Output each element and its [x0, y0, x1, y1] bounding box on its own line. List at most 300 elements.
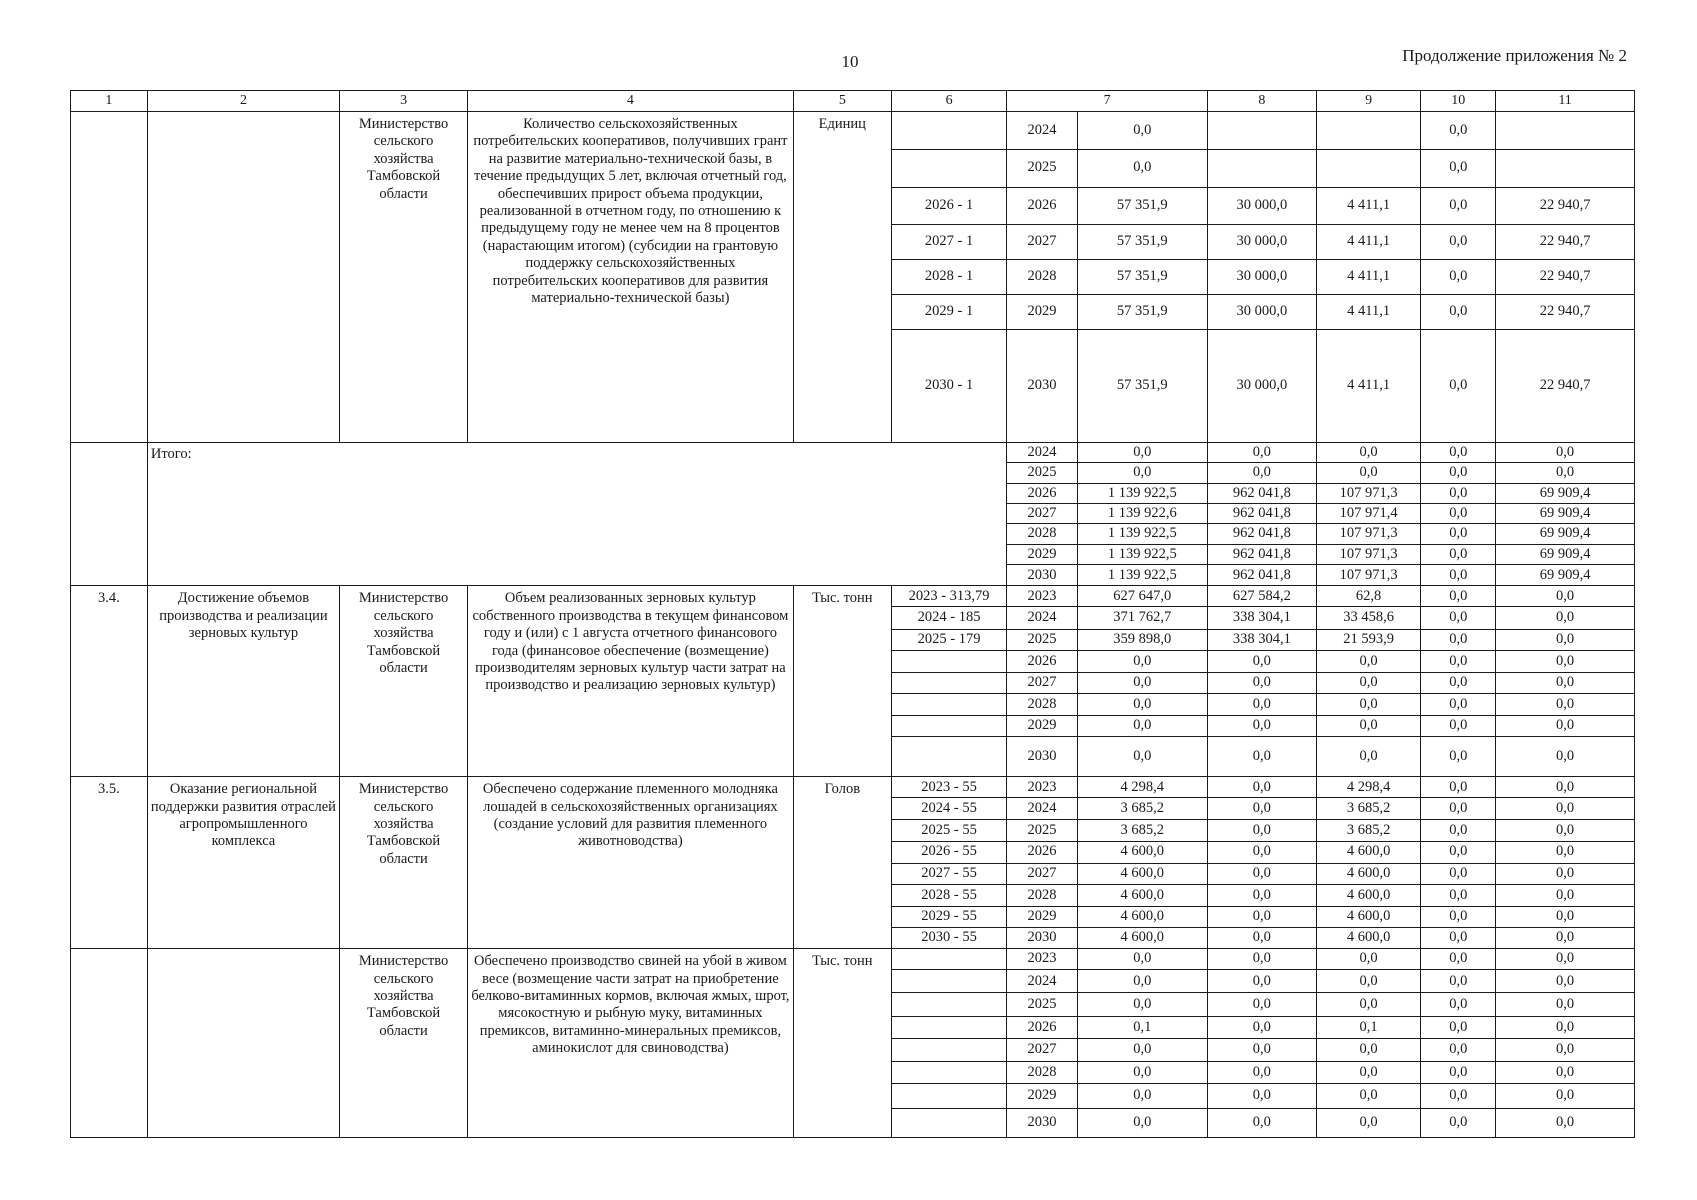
year-cell: 2026 [1007, 483, 1077, 503]
funding-c8: 30 000,0 [1207, 295, 1316, 329]
funding-c9: 4 600,0 [1316, 928, 1421, 949]
funding-c11: 0,0 [1496, 884, 1635, 906]
funding-c8: 627 584,2 [1207, 586, 1316, 607]
funding-c8: 30 000,0 [1207, 329, 1316, 442]
indicator-value [891, 716, 1006, 737]
funding-c11: 69 909,4 [1496, 544, 1635, 564]
year-cell: 2028 [1007, 1062, 1077, 1084]
funding-c8: 0,0 [1207, 928, 1316, 949]
year-cell: 2026 [1007, 1016, 1077, 1038]
funding-c7: 359 898,0 [1077, 629, 1207, 650]
funding-c7: 0,0 [1077, 650, 1207, 672]
funding-c7: 0,0 [1077, 442, 1207, 462]
indicator-value [891, 970, 1006, 993]
column-header: 2 [147, 91, 339, 112]
funding-c11: 0,0 [1496, 607, 1635, 629]
funding-c7: 0,0 [1077, 112, 1207, 150]
table-row [71, 586, 1635, 607]
funding-c9: 107 971,4 [1316, 504, 1421, 524]
funding-c9: 0,0 [1316, 1108, 1421, 1137]
unit-of-measure: Тыс. тонн [793, 949, 891, 1138]
funding-c10: 0,0 [1421, 565, 1496, 586]
indicator-value [891, 993, 1006, 1016]
funding-c9: 0,0 [1316, 949, 1421, 970]
funding-c11: 0,0 [1496, 463, 1635, 483]
funding-c7: 0,0 [1077, 716, 1207, 737]
funding-c9: 4 600,0 [1316, 884, 1421, 906]
indicator-value: 2029 - 1 [891, 295, 1006, 329]
funding-c10: 0,0 [1421, 187, 1496, 225]
indicator-value [891, 949, 1006, 970]
item-name [147, 112, 339, 443]
funding-c9: 107 971,3 [1316, 565, 1421, 586]
funding-c7: 0,0 [1077, 693, 1207, 715]
funding-c9: 4 600,0 [1316, 841, 1421, 863]
funding-c7: 4 600,0 [1077, 863, 1207, 884]
funding-c9: 3 685,2 [1316, 798, 1421, 820]
funding-c10: 0,0 [1421, 928, 1496, 949]
funding-c10: 0,0 [1421, 1062, 1496, 1084]
funding-c10: 0,0 [1421, 329, 1496, 442]
item-name: Достижение объемов производства и реализации зерновых культур [147, 586, 339, 777]
funding-c8: 0,0 [1207, 798, 1316, 820]
year-cell: 2023 [1007, 586, 1077, 607]
funding-c8: 962 041,8 [1207, 565, 1316, 586]
year-cell: 2024 [1007, 607, 1077, 629]
funding-c11: 22 940,7 [1496, 329, 1635, 442]
funding-c10: 0,0 [1421, 544, 1496, 564]
funding-c8: 30 000,0 [1207, 187, 1316, 225]
funding-c11: 0,0 [1496, 993, 1635, 1016]
funding-c8: 962 041,8 [1207, 524, 1316, 544]
funding-c7: 0,0 [1077, 463, 1207, 483]
year-cell: 2027 [1007, 863, 1077, 884]
indicator-value [891, 1084, 1006, 1108]
funding-c7: 371 762,7 [1077, 607, 1207, 629]
funding-c10: 0,0 [1421, 483, 1496, 503]
page-number: 10 [841, 52, 859, 71]
funding-c8: 0,0 [1207, 970, 1316, 993]
funding-c9: 0,0 [1316, 993, 1421, 1016]
funding-c10: 0,0 [1421, 884, 1496, 906]
funding-c10: 0,0 [1421, 607, 1496, 629]
funding-c8: 962 041,8 [1207, 504, 1316, 524]
indicator-value [891, 1062, 1006, 1084]
column-header: 8 [1207, 91, 1316, 112]
funding-c8: 0,0 [1207, 1108, 1316, 1137]
funding-c7: 3 685,2 [1077, 820, 1207, 841]
funding-c8: 0,0 [1207, 442, 1316, 462]
funding-c11: 0,0 [1496, 798, 1635, 820]
item-number [71, 112, 148, 443]
indicator-value: 2028 - 1 [891, 259, 1006, 295]
item-number: 3.5. [71, 777, 148, 949]
indicator-description: Объем реализованных зерновых культур собственного производства в текущем финансовом году и (или) с 1 августа отчетного финансового года (финансовое обеспечение (возмещение) производителям зерновых культур части затрат на производство и реализацию зерновых культур) [468, 586, 794, 777]
indicator-description: Обеспечено содержание племенного молодняка лошадей в сельскохозяйственных организациях (создание условий для развития племенного животноводства) [468, 777, 794, 949]
year-cell: 2026 [1007, 187, 1077, 225]
funding-c11: 0,0 [1496, 693, 1635, 715]
funding-c11: 0,0 [1496, 1084, 1635, 1108]
indicator-value: 2030 - 55 [891, 928, 1006, 949]
funding-c9: 4 600,0 [1316, 863, 1421, 884]
table-row [71, 777, 1635, 798]
funding-c11: 0,0 [1496, 629, 1635, 650]
funding-c10: 0,0 [1421, 841, 1496, 863]
funding-c9: 4 600,0 [1316, 906, 1421, 927]
funding-c8: 0,0 [1207, 863, 1316, 884]
year-cell: 2030 [1007, 565, 1077, 586]
year-cell: 2026 [1007, 650, 1077, 672]
table-row [71, 112, 1635, 150]
indicator-value [891, 1016, 1006, 1038]
funding-c9: 4 298,4 [1316, 777, 1421, 798]
funding-c7: 4 600,0 [1077, 884, 1207, 906]
year-cell: 2030 [1007, 329, 1077, 442]
funding-c8: 0,0 [1207, 906, 1316, 927]
funding-c9: 0,0 [1316, 463, 1421, 483]
year-cell: 2028 [1007, 524, 1077, 544]
funding-c9: 107 971,3 [1316, 544, 1421, 564]
year-cell: 2025 [1007, 149, 1077, 187]
funding-c11: 0,0 [1496, 970, 1635, 993]
funding-c7: 57 351,9 [1077, 329, 1207, 442]
funding-c8: 0,0 [1207, 716, 1316, 737]
column-header: 11 [1496, 91, 1635, 112]
indicator-value: 2030 - 1 [891, 329, 1006, 442]
funding-c7: 1 139 922,5 [1077, 524, 1207, 544]
funding-c9 [1316, 149, 1421, 187]
funding-c8: 962 041,8 [1207, 544, 1316, 564]
indicator-value [891, 112, 1006, 150]
funding-c10: 0,0 [1421, 1038, 1496, 1061]
indicator-value: 2024 - 55 [891, 798, 1006, 820]
funding-c11: 0,0 [1496, 672, 1635, 693]
funding-c10: 0,0 [1421, 993, 1496, 1016]
indicator-value: 2025 - 179 [891, 629, 1006, 650]
indicator-value: 2023 - 55 [891, 777, 1006, 798]
indicator-value: 2026 - 55 [891, 841, 1006, 863]
year-cell: 2027 [1007, 1038, 1077, 1061]
funding-c8: 0,0 [1207, 993, 1316, 1016]
funding-c8: 338 304,1 [1207, 629, 1316, 650]
funding-c11: 0,0 [1496, 716, 1635, 737]
appendix-continuation-note: Продолжение приложения № 2 [1402, 46, 1627, 65]
funding-c11: 0,0 [1496, 586, 1635, 607]
funding-c7: 0,0 [1077, 149, 1207, 187]
indicator-value: 2024 - 185 [891, 607, 1006, 629]
year-cell: 2027 [1007, 504, 1077, 524]
funding-c7: 627 647,0 [1077, 586, 1207, 607]
funding-c8: 0,0 [1207, 820, 1316, 841]
funding-c11: 0,0 [1496, 841, 1635, 863]
year-cell: 2027 [1007, 225, 1077, 259]
funding-c9: 0,0 [1316, 1084, 1421, 1108]
funding-c10: 0,0 [1421, 693, 1496, 715]
funding-c10: 0,0 [1421, 629, 1496, 650]
funding-c9: 107 971,3 [1316, 483, 1421, 503]
indicator-value [891, 650, 1006, 672]
year-cell: 2025 [1007, 993, 1077, 1016]
funding-c8: 962 041,8 [1207, 483, 1316, 503]
funding-c10: 0,0 [1421, 777, 1496, 798]
funding-c9: 33 458,6 [1316, 607, 1421, 629]
funding-c8: 30 000,0 [1207, 259, 1316, 295]
item-number: 3.4. [71, 586, 148, 777]
indicator-description: Количество сельскохозяйственных потребительских кооперативов, получивших грант на развитие материально-технической базы, в течение предыдущих 5 лет, включая отчетный год, обеспечивших прирост объема продукции, реализованной в отчетном году, по отношению к предыдущему году не менее чем на 8 процентов (нарастающим итогом) (субсидии на грантовую поддержку сельскохозяйственных потребительских кооперативов для развития материально-технической базы) [468, 112, 794, 443]
funding-c8: 0,0 [1207, 1016, 1316, 1038]
year-cell: 2025 [1007, 463, 1077, 483]
funding-c8 [1207, 112, 1316, 150]
indicator-value: 2027 - 1 [891, 225, 1006, 259]
funding-c10: 0,0 [1421, 672, 1496, 693]
indicator-value: 2029 - 55 [891, 906, 1006, 927]
funding-c10: 0,0 [1421, 295, 1496, 329]
indicator-value [891, 1108, 1006, 1137]
year-cell: 2024 [1007, 798, 1077, 820]
item-name: Оказание региональной поддержки развития отраслей агропромышленного комплекса [147, 777, 339, 949]
funding-c7: 4 600,0 [1077, 906, 1207, 927]
column-header: 1 [71, 91, 148, 112]
funding-c10: 0,0 [1421, 1016, 1496, 1038]
year-cell: 2024 [1007, 970, 1077, 993]
funding-c7: 0,0 [1077, 1062, 1207, 1084]
funding-c9: 0,0 [1316, 672, 1421, 693]
year-cell: 2028 [1007, 259, 1077, 295]
funding-c7: 0,0 [1077, 672, 1207, 693]
year-cell: 2023 [1007, 777, 1077, 798]
funding-c10: 0,0 [1421, 586, 1496, 607]
indicator-value [891, 672, 1006, 693]
column-header: 4 [468, 91, 794, 112]
unit-of-measure: Тыс. тонн [793, 586, 891, 777]
indicator-description: Обеспечено производство свиней на убой в живом весе (возмещение части затрат на приобретение белково-витаминных кормов, включая жмых, шрот, мясокостную и рыбную муку, витаминных премиксов, витаминно-минеральных премиксов, аминокислот для свиноводства) [468, 949, 794, 1138]
year-cell: 2025 [1007, 820, 1077, 841]
funding-c11: 0,0 [1496, 928, 1635, 949]
funding-c8: 0,0 [1207, 672, 1316, 693]
funding-c8 [1207, 149, 1316, 187]
funding-c8: 0,0 [1207, 1062, 1316, 1084]
funding-c11: 0,0 [1496, 1062, 1635, 1084]
funding-c11: 0,0 [1496, 777, 1635, 798]
funding-c9: 0,0 [1316, 442, 1421, 462]
funding-c9: 4 411,1 [1316, 329, 1421, 442]
indicator-value: 2028 - 55 [891, 884, 1006, 906]
year-cell: 2030 [1007, 1108, 1077, 1137]
indicator-value: 2025 - 55 [891, 820, 1006, 841]
funding-c8: 30 000,0 [1207, 225, 1316, 259]
funding-c10: 0,0 [1421, 504, 1496, 524]
funding-c11: 0,0 [1496, 1108, 1635, 1137]
funding-c7: 0,0 [1077, 970, 1207, 993]
column-header: 5 [793, 91, 891, 112]
funding-c11: 0,0 [1496, 906, 1635, 927]
funding-c7: 4 298,4 [1077, 777, 1207, 798]
funding-c7: 0,0 [1077, 737, 1207, 777]
funding-c7: 57 351,9 [1077, 187, 1207, 225]
funding-c8: 0,0 [1207, 1084, 1316, 1108]
year-cell: 2025 [1007, 629, 1077, 650]
funding-c11: 0,0 [1496, 863, 1635, 884]
funding-c10: 0,0 [1421, 225, 1496, 259]
funding-c8: 0,0 [1207, 777, 1316, 798]
funding-c9: 0,0 [1316, 1038, 1421, 1061]
funding-c10: 0,0 [1421, 863, 1496, 884]
funding-c9 [1316, 112, 1421, 150]
year-cell: 2024 [1007, 112, 1077, 150]
funding-c7: 3 685,2 [1077, 798, 1207, 820]
funding-c10: 0,0 [1421, 149, 1496, 187]
funding-c11 [1496, 149, 1635, 187]
funding-c10: 0,0 [1421, 650, 1496, 672]
indicator-value [891, 1038, 1006, 1061]
funding-c11: 69 909,4 [1496, 524, 1635, 544]
funding-c9: 0,0 [1316, 737, 1421, 777]
year-cell: 2029 [1007, 716, 1077, 737]
funding-c10: 0,0 [1421, 737, 1496, 777]
funding-c7: 0,0 [1077, 1108, 1207, 1137]
funding-c10: 0,0 [1421, 112, 1496, 150]
funding-c10: 0,0 [1421, 798, 1496, 820]
indicator-value [891, 149, 1006, 187]
funding-c8: 0,0 [1207, 693, 1316, 715]
year-cell: 2028 [1007, 693, 1077, 715]
funding-c8: 0,0 [1207, 841, 1316, 863]
funding-c11: 22 940,7 [1496, 225, 1635, 259]
funding-c11: 0,0 [1496, 1038, 1635, 1061]
funding-c8: 0,0 [1207, 463, 1316, 483]
funding-c7: 0,1 [1077, 1016, 1207, 1038]
funding-c11 [1496, 112, 1635, 150]
funding-c9: 0,0 [1316, 716, 1421, 737]
funding-c7: 1 139 922,6 [1077, 504, 1207, 524]
funding-c10: 0,0 [1421, 259, 1496, 295]
item-number [71, 949, 148, 1138]
year-cell: 2029 [1007, 544, 1077, 564]
funding-c9: 62,8 [1316, 586, 1421, 607]
funding-c7: 57 351,9 [1077, 295, 1207, 329]
funding-c7: 4 600,0 [1077, 841, 1207, 863]
indicator-value: 2027 - 55 [891, 863, 1006, 884]
indicator-value [891, 737, 1006, 777]
funding-c7: 57 351,9 [1077, 259, 1207, 295]
total-index-cell [71, 442, 148, 586]
funding-c11: 0,0 [1496, 442, 1635, 462]
funding-c11: 69 909,4 [1496, 504, 1635, 524]
responsible-executor: Министерство сельского хозяйства Тамбовской области [340, 112, 468, 443]
year-cell: 2029 [1007, 906, 1077, 927]
funding-c8: 0,0 [1207, 737, 1316, 777]
column-header: 3 [340, 91, 468, 112]
funding-c11: 0,0 [1496, 650, 1635, 672]
funding-c11: 69 909,4 [1496, 565, 1635, 586]
funding-c9: 0,0 [1316, 970, 1421, 993]
funding-c7: 1 139 922,5 [1077, 483, 1207, 503]
funding-c9: 3 685,2 [1316, 820, 1421, 841]
funding-c9: 0,0 [1316, 693, 1421, 715]
funding-c7: 0,0 [1077, 1084, 1207, 1108]
funding-c8: 0,0 [1207, 1038, 1316, 1061]
funding-c8: 0,0 [1207, 650, 1316, 672]
funding-c10: 0,0 [1421, 1108, 1496, 1137]
year-cell: 2030 [1007, 928, 1077, 949]
funding-c10: 0,0 [1421, 1084, 1496, 1108]
funding-c9: 0,0 [1316, 650, 1421, 672]
year-cell: 2027 [1007, 672, 1077, 693]
funding-c10: 0,0 [1421, 949, 1496, 970]
unit-of-measure: Единиц [793, 112, 891, 443]
funding-c8: 0,0 [1207, 949, 1316, 970]
funding-c9: 107 971,3 [1316, 524, 1421, 544]
year-cell: 2029 [1007, 295, 1077, 329]
indicator-value [891, 693, 1006, 715]
column-header: 7 [1007, 91, 1208, 112]
funding-c11: 0,0 [1496, 949, 1635, 970]
responsible-executor: Министерство сельского хозяйства Тамбовской области [340, 777, 468, 949]
funding-c7: 1 139 922,5 [1077, 565, 1207, 586]
funding-c7: 0,0 [1077, 1038, 1207, 1061]
funding-c9: 4 411,1 [1316, 259, 1421, 295]
year-cell: 2030 [1007, 737, 1077, 777]
column-header: 6 [891, 91, 1006, 112]
column-header: 9 [1316, 91, 1421, 112]
funding-c11: 0,0 [1496, 1016, 1635, 1038]
unit-of-measure: Голов [793, 777, 891, 949]
funding-c10: 0,0 [1421, 820, 1496, 841]
funding-c11: 0,0 [1496, 820, 1635, 841]
funding-c9: 21 593,9 [1316, 629, 1421, 650]
funding-c9: 4 411,1 [1316, 225, 1421, 259]
funding-c8: 338 304,1 [1207, 607, 1316, 629]
funding-c11: 22 940,7 [1496, 259, 1635, 295]
year-cell: 2023 [1007, 949, 1077, 970]
total-row [71, 442, 1635, 462]
year-cell: 2026 [1007, 841, 1077, 863]
funding-c10: 0,0 [1421, 442, 1496, 462]
funding-c10: 0,0 [1421, 970, 1496, 993]
funding-c10: 0,0 [1421, 716, 1496, 737]
total-label: Итого: [147, 442, 1006, 586]
column-header: 10 [1421, 91, 1496, 112]
funding-c11: 22 940,7 [1496, 187, 1635, 225]
funding-c11: 22 940,7 [1496, 295, 1635, 329]
indicator-value: 2026 - 1 [891, 187, 1006, 225]
funding-c9: 0,1 [1316, 1016, 1421, 1038]
funding-c7: 0,0 [1077, 993, 1207, 1016]
funding-c7: 0,0 [1077, 949, 1207, 970]
funding-c11: 69 909,4 [1496, 483, 1635, 503]
funding-c7: 1 139 922,5 [1077, 544, 1207, 564]
funding-c10: 0,0 [1421, 463, 1496, 483]
item-name [147, 949, 339, 1138]
funding-c9: 4 411,1 [1316, 295, 1421, 329]
header-row [71, 91, 1635, 112]
funding-c9: 0,0 [1316, 1062, 1421, 1084]
responsible-executor: Министерство сельского хозяйства Тамбовской области [340, 949, 468, 1138]
table-row [71, 949, 1635, 970]
funding-c11: 0,0 [1496, 737, 1635, 777]
year-cell: 2029 [1007, 1084, 1077, 1108]
year-cell: 2028 [1007, 884, 1077, 906]
funding-c7: 57 351,9 [1077, 225, 1207, 259]
indicator-value: 2023 - 313,79 [891, 586, 1006, 607]
budget-indicator-table [70, 90, 1635, 1138]
funding-c9: 4 411,1 [1316, 187, 1421, 225]
responsible-executor: Министерство сельского хозяйства Тамбовской области [340, 586, 468, 777]
funding-c10: 0,0 [1421, 906, 1496, 927]
year-cell: 2024 [1007, 442, 1077, 462]
funding-c7: 4 600,0 [1077, 928, 1207, 949]
funding-c10: 0,0 [1421, 524, 1496, 544]
